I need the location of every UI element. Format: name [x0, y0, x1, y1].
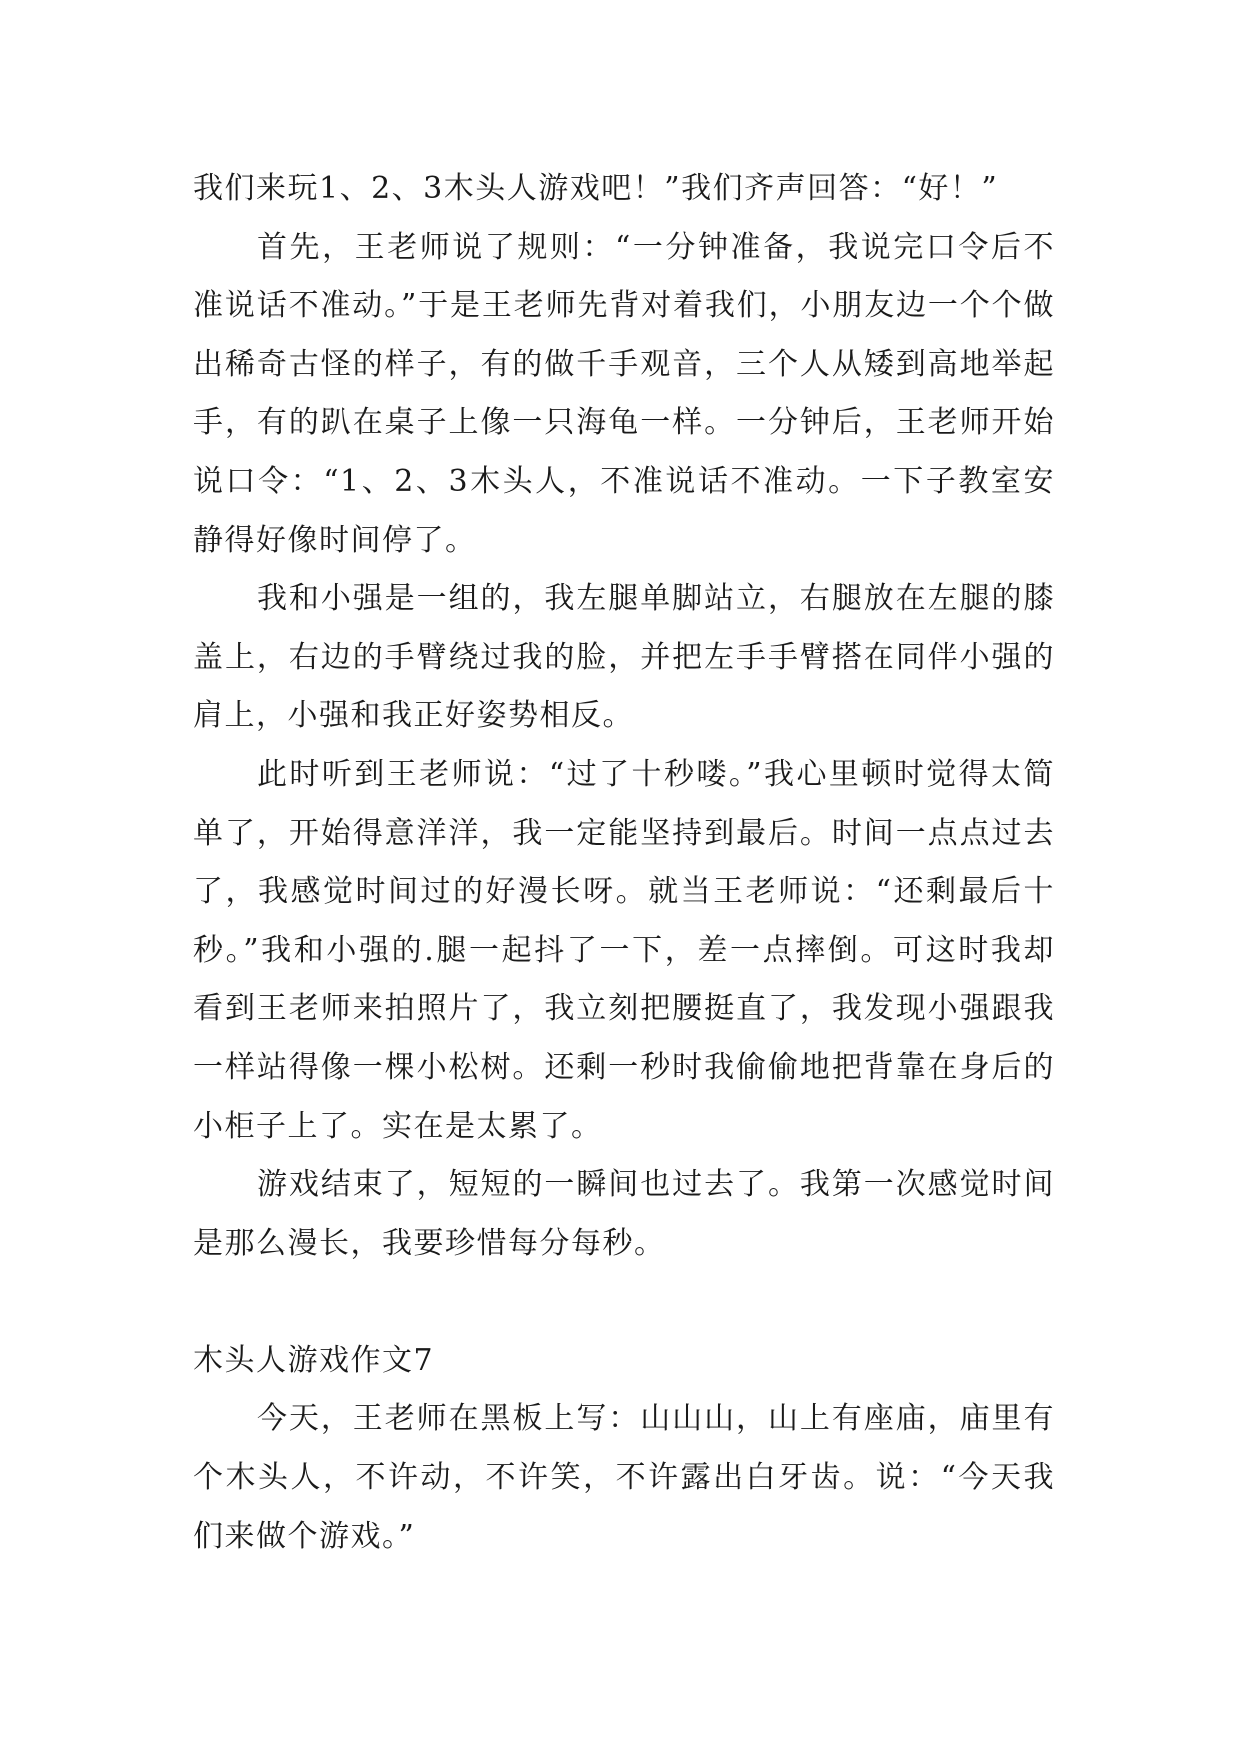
paragraph-4: 此时听到王老师说：“过了十秒喽。”我心里顿时觉得太简单了，开始得意洋洋，我一定能坚持到最后。时间一点点过去了，我感觉时间过的好漫长呀。就当王老师说：“还剩最后十秒。”我和小强的.腿一起抖了一下，差一点摔倒。可这时我却看到王老师来拍照片了，我立刻把腰挺直了，我发现小强跟我一样站得像一棵小松树。还剩一秒时我偷偷地把背靠在身后的小柜子上了。实在是太累了。 [193, 756, 1055, 1144]
paragraph-2: 首先，王老师说了规则：“一分钟准备，我说完口令后不准说话不准动。”于是王老师先背对着我们，小朋友边一个个做出稀奇古怪的样子，有的做千手观音，三个人从矮到高地举起手，有的趴在桌子上像一只海龟一样。一分钟后，王老师开始说口令：“1、2、3木头人，不准说话不准动。一下子教室安静得好像时间停了。 [193, 229, 1055, 558]
section-spacer [193, 1273, 1055, 1332]
paragraph-6: 今天，王老师在黑板上写：山山山，山上有座庙，庙里有个木头人，不许动，不许笑，不许露出白牙齿。说：“今天我们来做个游戏。” [193, 1401, 1055, 1554]
paragraph-3: 我和小强是一组的，我左腿单脚站立，右腿放在左腿的膝盖上，右边的手臂绕过我的脸，并把左手手臂搭在同伴小强的肩上，小强和我正好姿势相反。 [193, 581, 1055, 734]
paragraph-1: 我们来玩1、2、3木头人游戏吧！”我们齐声回答：“好！” [193, 171, 999, 206]
section-heading: 木头人游戏作文7 [193, 1342, 435, 1378]
paragraph-5: 游戏结束了，短短的一瞬间也过去了。我第一次感觉时间是那么漫长，我要珍惜每分每秒。 [193, 1167, 1055, 1261]
document-body [193, 160, 1055, 1566]
